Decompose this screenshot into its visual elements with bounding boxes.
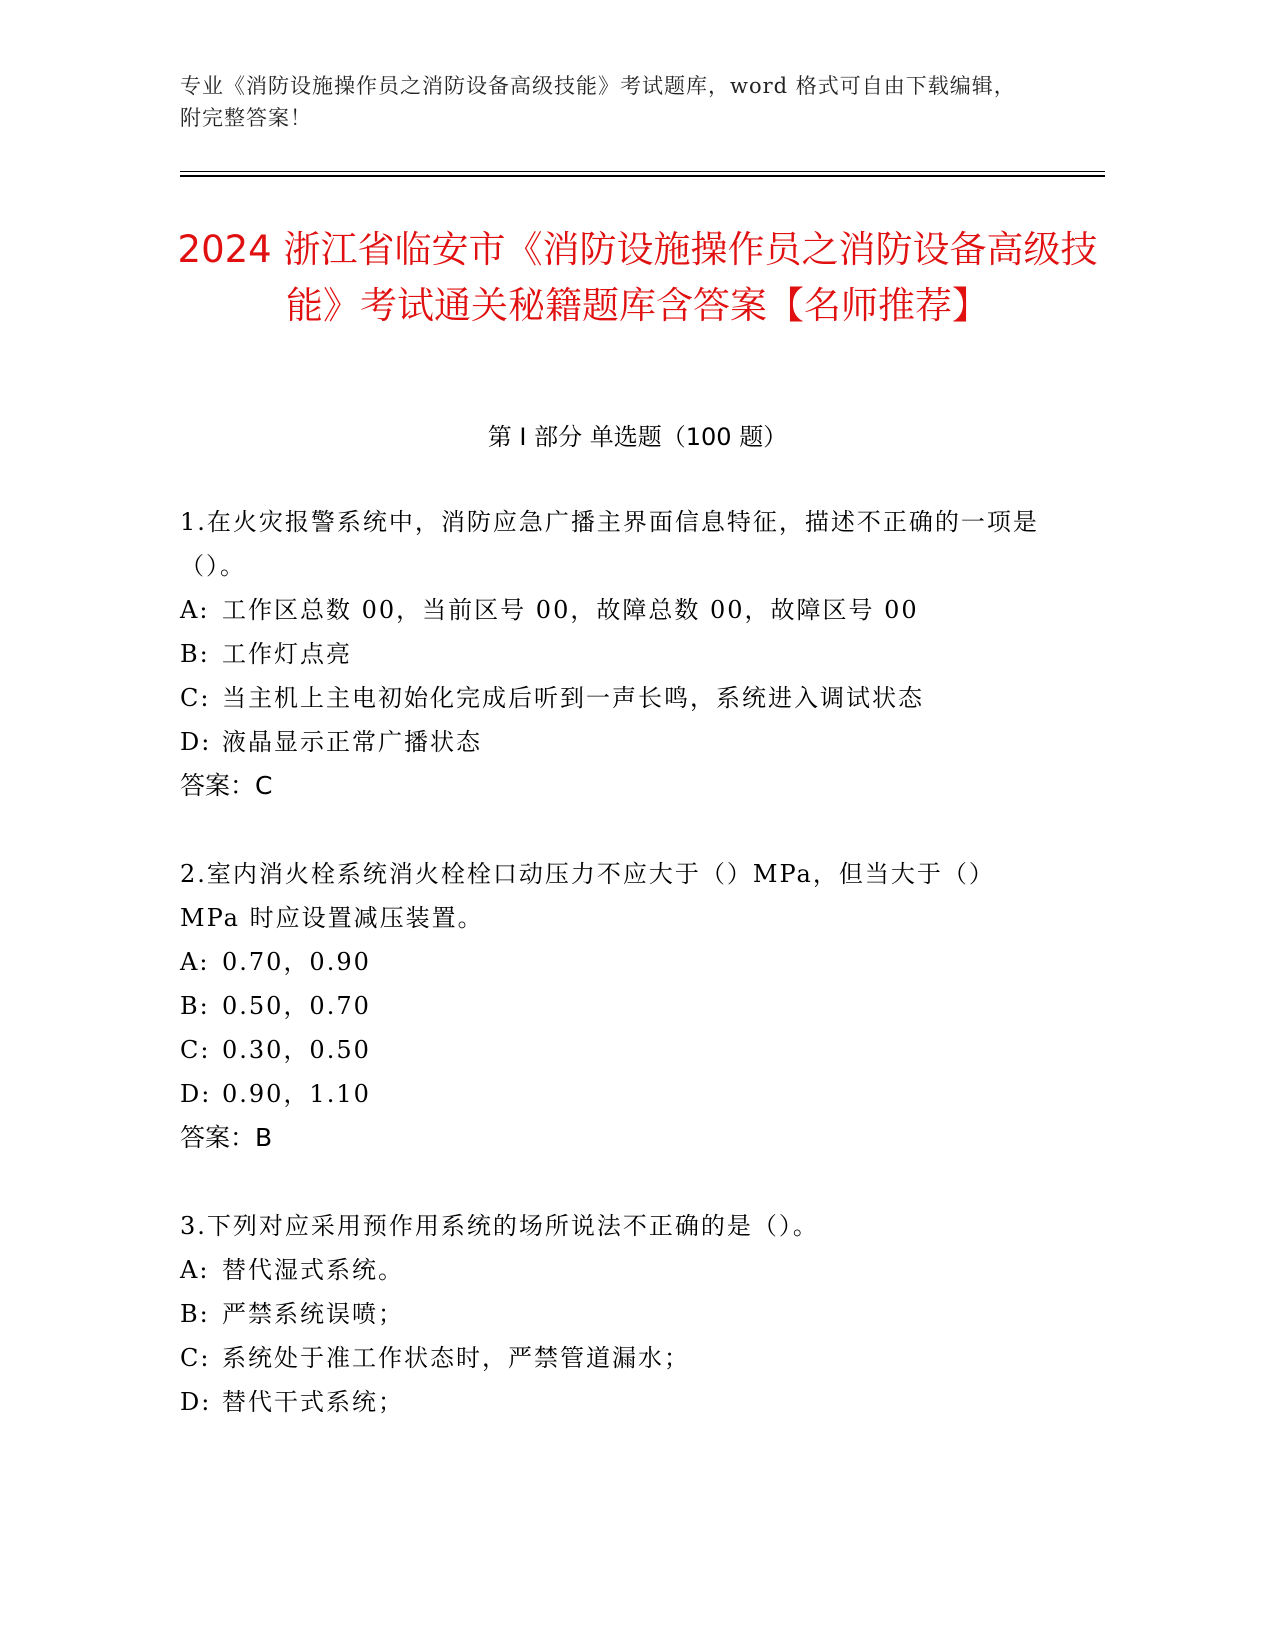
option-d <box>180 720 1040 764</box>
option-c <box>180 1336 1040 1380</box>
option-text: 0.90，1.10 <box>222 1080 371 1108</box>
question-stem: 2.室内消火栓系统消火栓栓口动压力不应大于（）MPa，但当大于（）MPa 时应设置减压装置。 <box>180 860 995 932</box>
question-item <box>180 1204 1040 1424</box>
option-text: 工作区总数 00，当前区号 00，故障总数 00，故障区号 00 <box>222 596 919 624</box>
question-item <box>180 852 1040 1160</box>
option-text: 系统处于准工作状态时，严禁管道漏水； <box>222 1344 690 1372</box>
option-text: 液晶显示正常广播状态 <box>222 728 482 756</box>
option-letter: B: <box>180 1300 210 1328</box>
question-list <box>180 500 1040 1468</box>
option-letter: D: <box>180 728 212 756</box>
option-b <box>180 984 1040 1028</box>
header-note: 专业《消防设施操作员之消防设备高级技能》考试题库，word 格式可自由下载编辑，附完整答案！ <box>180 74 1016 130</box>
answer-line: 答案：C <box>180 771 273 800</box>
option-text: 替代干式系统； <box>222 1388 404 1416</box>
option-letter: D: <box>180 1080 212 1108</box>
option-text: 替代湿式系统。 <box>222 1256 404 1284</box>
option-a <box>180 940 1040 984</box>
option-text: 工作灯点亮 <box>222 640 352 668</box>
option-text: 严禁系统误喷； <box>222 1300 404 1328</box>
question-stem: 3.下列对应采用预作用系统的场所说法不正确的是（）。 <box>180 1212 819 1240</box>
option-d <box>180 1072 1040 1116</box>
option-letter: A: <box>180 948 210 976</box>
option-letter: C: <box>180 1344 211 1372</box>
option-text: 0.30，0.50 <box>222 1036 371 1064</box>
option-b <box>180 1292 1040 1336</box>
option-text: 0.50，0.70 <box>222 992 371 1020</box>
document-title: 2024 浙江省临安市《消防设施操作员之消防设备高级技能》考试通关秘籍题库含答案【名师推荐】 <box>177 228 1098 327</box>
option-text: 0.70，0.90 <box>222 948 371 976</box>
option-letter: C: <box>180 684 211 712</box>
option-b <box>180 632 1040 676</box>
option-letter: D: <box>180 1388 212 1416</box>
option-d <box>180 1380 1040 1424</box>
section-title: 第 I 部分 单选题（100 题） <box>487 423 788 451</box>
option-letter: B: <box>180 640 210 668</box>
option-letter: B: <box>180 992 210 1020</box>
question-stem: 1.在火灾报警系统中，消防应急广播主界面信息特征，描述不正确的一项是（）。 <box>180 508 1039 580</box>
option-c <box>180 1028 1040 1072</box>
option-c <box>180 676 1040 720</box>
option-a <box>180 1248 1040 1292</box>
header-divider-thick <box>180 175 1105 177</box>
question-item <box>180 500 1040 808</box>
option-letter: C: <box>180 1036 211 1064</box>
option-letter: A: <box>180 596 210 624</box>
option-a <box>180 588 1040 632</box>
answer-line: 答案：B <box>180 1123 273 1152</box>
option-letter: A: <box>180 1256 210 1284</box>
header-divider-thin <box>180 171 1105 172</box>
option-text: 当主机上主电初始化完成后听到一声长鸣，系统进入调试状态 <box>222 684 924 712</box>
